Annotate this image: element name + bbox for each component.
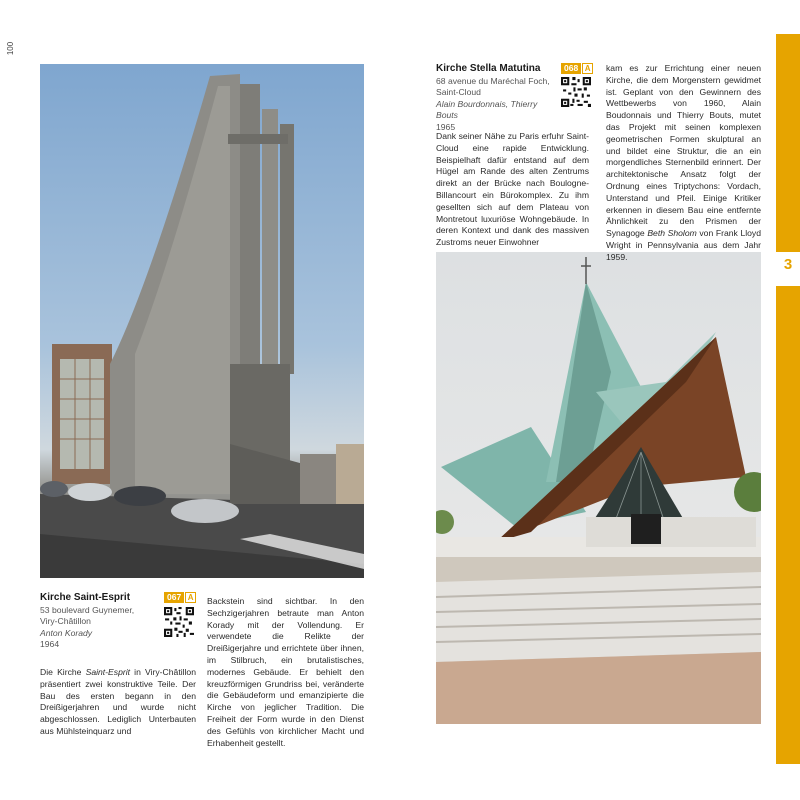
entry1-architect: Anton Korady xyxy=(40,627,93,638)
entry1-address-line1: 53 boulevard Guynemer, xyxy=(40,605,135,615)
photo-saint-esprit-illustration xyxy=(40,64,364,578)
entry2-qr-code[interactable] xyxy=(561,77,591,107)
entry2-badge-number: 068 xyxy=(561,63,581,74)
entry1-address-line2: Viry-Châtillon xyxy=(40,616,91,627)
entry2-meta xyxy=(436,76,560,133)
chapter-tab-bottom xyxy=(776,286,800,764)
entry2-badge-letter: A xyxy=(582,63,593,74)
entry1-qr-code[interactable] xyxy=(164,607,194,637)
entry2-body-col1 xyxy=(436,131,589,249)
entry1-badge-letter: A xyxy=(185,592,196,603)
photo-stella-matutina xyxy=(436,252,761,724)
entry2-body-col2-paragraph xyxy=(606,63,761,264)
photo-saint-esprit xyxy=(40,64,364,578)
entry2-title: Kirche Stella Matutina xyxy=(436,63,541,74)
chapter-tab-top xyxy=(776,34,800,252)
entry2-body-col2-part1: kam es zur Errichtung einer neuen Kirche, die dem Morgenstern gewidmet ist. Geplant von den Gewinnern des Wettbewerbs von 1960, Alain Boudonnais und Thierry Bouts, mutet das Projekt mit seinen komplexen geometrischen Formen skulptural an und bildet eine Struktur, die an ein morgendliches Sternenbild erinnert. Der architektonische Ansatz folgt der Ordnung eines Triptychons: Vordach, Unterstand und Pfeil. Einige Kritiker erkennen in diesem Bau eine entfernte Ähnlichkeit zu den Prismen der Synagoge xyxy=(606,63,761,239)
entry1-body-col2-paragraph: Backstein sind sichtbar. In den Sechzigerjahren betraute man Anton Korady mit der Vollendung. Er verwendete die Relikte der Dreißigerjahre und errichtete über ihnen, im Stilbruch, ein brutalistisches, modernes Gebäude. Er behielt den kreuzförmigen Grundriss bei, veränderte die Gebäudeform und emanzipierte die Kirche von jeglicher Tradition. Die Freiheit der Form wurde in den Dienst des Gefühls von kirchlicher Macht und Erhabenheit gestellt. xyxy=(207,596,364,748)
photo-stella-matutina-illustration xyxy=(436,252,761,724)
entry2-badge xyxy=(561,63,593,74)
left-page-number: 100 xyxy=(6,41,16,56)
entry1-badge-number: 067 xyxy=(164,592,184,603)
entry1-body-col1-part3: in Viry-Châtillon präsentiert zwei konstruktive Teile. Der Bau des ersten begann in den Dreißigerjahren und wurde nicht abgeschlossen. Lediglich Unterbauten aus Mühlsteinquarz und xyxy=(40,667,196,736)
chapter-number: 3 xyxy=(776,256,800,273)
entry1-badge xyxy=(164,592,196,603)
entry1-body-col2 xyxy=(207,596,364,749)
entry1-title: Kirche Saint-Esprit xyxy=(40,592,131,603)
entry2-body-col2 xyxy=(606,63,761,264)
entry2-body-col2-part3: von Frank Lloyd Wright in Pennsylvania aus dem Jahr 1959. xyxy=(606,228,761,262)
entry1-body-col1-paragraph xyxy=(40,667,196,738)
entry1-body-col1 xyxy=(40,667,196,738)
entry2-address-line2: Saint-Cloud xyxy=(436,87,481,98)
entry2-address-line1: 68 avenue du Maréchal Foch, xyxy=(436,76,550,86)
entry2-body-col1-paragraph: Dank seiner Nähe zu Paris erfuhr Saint-Cloud eine rapide Entwicklung. Beispielhaft dafür entstand auf dem Hügel am Rande des alten Zentrums direkt an der Brücke nach Boulogne-Billancourt ein Bürokomplex. Zu ihm gesellten sich auf dem Plateau von Montretout luxuriöse Wohngebäude. In deren Kontext und dank des massiven Zustroms neuer Einwohner xyxy=(436,131,589,248)
entry1-year: 1964 xyxy=(40,639,60,650)
entry2-architect: Alain Bourdonnais, Thierry Bouts xyxy=(436,98,538,121)
entry1-body-col1-part1: Die Kirche xyxy=(40,667,86,677)
entry1-body-col1-church-name: Saint-Esprit xyxy=(85,667,131,677)
entry1-meta xyxy=(40,605,160,651)
entry2-year: 1965 xyxy=(436,121,456,132)
entry2-body-col2-synagogue-name: Beth Sholom xyxy=(647,228,697,239)
